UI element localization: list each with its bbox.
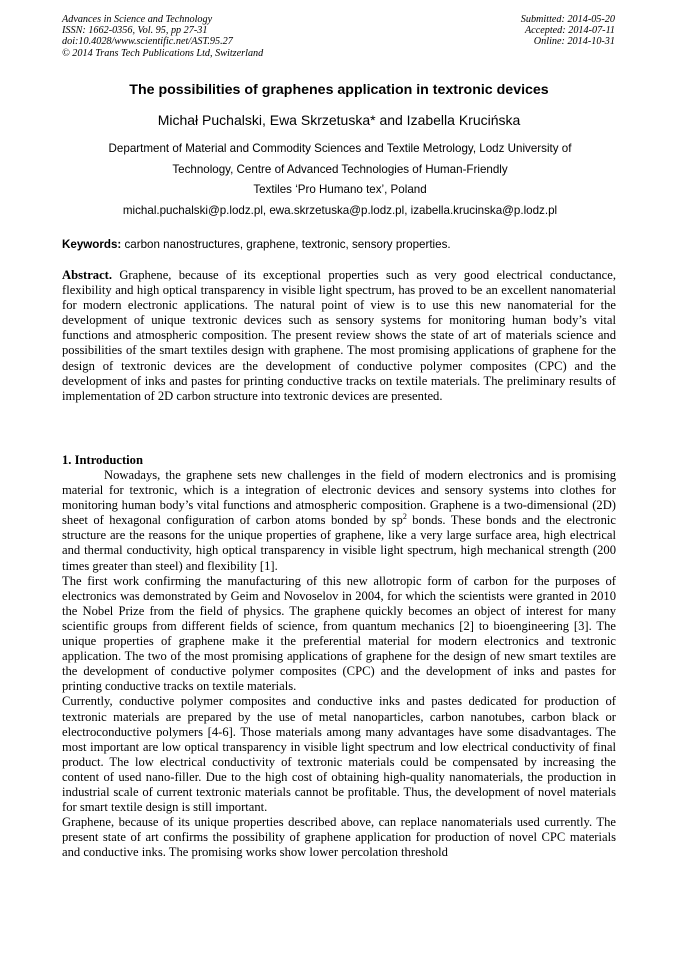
affiliation-line: Department of Material and Commodity Sciences and Textile Metrology, Lodz University of (108, 142, 572, 155)
paragraph-text: Nowadays, the graphene sets new challenges in the field of modern electronics and is promising material for textronic, which is a integration of electronic devices and sensory systems into clothes for monitoring human body’s vital functions and atmospheric composition. Graphene is a two-dimensional (2D) sheet of hexagonal configuration of carbon atoms bonded by sp (62, 468, 616, 528)
paragraph: Currently, conductive polymer composites and conductive inks and pastes dedicated for production of textronic materials are prepared by the use of metal nanoparticles, carbon nanotubes, carbon black or electroconductive polymers [4-6]. Those materials among many advantages have some disadvantages. The most important are low optical transparency in visible light spectrum and low electrical conductivity of final product. The low electrical conductivity of textronic materials could be compensated by increasing the content of used nano-filler. Due to the high cost of obtaining high-quality nanomaterials, the production in industrial scale of current textronic materials cannot be profitable. Thus, the development of novel materials for smart textile design is still important. (62, 694, 616, 815)
affiliation-line: Textiles ‘Pro Humano tex’, Poland (253, 183, 427, 196)
paragraph-text: bonds. These bonds and the electronic structure are the reasons for the unique properties of graphene, like a very large surface area, high electrical and thermal conductivity, high optical transparency in visible light spectrum, high mechanical strength (200 times greater than steel) and flexibility [1]. (62, 513, 616, 573)
keywords-text: carbon nanostructures, graphene, textronic, sensory properties. (121, 238, 451, 251)
online-date: Online: 2014-10-31 (533, 36, 615, 48)
journal-doi: doi:10.4028/www.scientific.net/AST.95.27 (62, 36, 233, 48)
keywords-label: Keywords: (62, 238, 122, 251)
journal-info (62, 14, 263, 59)
keywords (62, 238, 622, 251)
introduction-section (62, 468, 616, 860)
submitted-date: Submitted: 2014-05-20 (520, 14, 615, 25)
section-heading-introduction: 1. Introduction (62, 453, 143, 467)
accepted-date: Accepted: 2014-07-11 (524, 25, 615, 37)
abstract-text: Graphene, because of its exceptional properties such as very good electrical conductance, flexibility and high optical transparency in visible light spectrum, has proved to be an excellent nanomaterial for modern electronic applications. The natural point of view is to use this new nanomaterial for the development of unique textronic devices such as sensory systems for monitoring human body’s vital functions and atmospheric composition. The present review shows the state of art of materials science and possibilities of the smart textiles design with graphene. The most promising applications of graphene for the design of textronic devices are the development of conductive polymer composites (CPC) and the development of inks and pastes for printing conductive tracks on textile materials. The preliminary results of implementation of 2D carbon structure into textronic devices are presented. (62, 268, 616, 403)
author-emails: michal.puchalski@p.lodz.pl, ewa.skrzetuska@p.lodz.pl, izabella.krucinska@p.lodz.pl (122, 203, 558, 217)
abstract (62, 268, 616, 404)
journal-copyright: © 2014 Trans Tech Publications Ltd, Switzerland (62, 47, 264, 59)
affiliation-block (70, 139, 610, 221)
journal-name: Advances in Science and Technology (62, 14, 213, 25)
superscript: 2 (402, 512, 407, 522)
paragraph: Graphene, because of its unique properties described above, can replace nanomaterials used currently. The present state of art confirms the possibility of graphene application for production of novel CPC materials and conductive inks. The promising works show lower percolation threshold (62, 815, 616, 860)
submission-dates (521, 14, 615, 48)
paper-authors: Michał Puchalski, Ewa Skrzetuska* and Izabella Krucińska (157, 112, 521, 128)
journal-issn: ISSN: 1662-0356, Vol. 95, pp 27-31 (62, 25, 208, 37)
affiliation-line: Technology, Centre of Advanced Technologies of Human-Friendly (172, 162, 508, 176)
paragraph: The first work confirming the manufacturing of this new allotropic form of carbon for the purposes of electronics was demonstrated by Geim and Novoselov in 2004, for which the scientists were granted in 2010 the Nobel Prize from the field of physics. The graphene quickly becomes an object of interest for many scientific groups from different fields of science, from quantum mechanics [2] to bioengineering [3]. The unique properties of graphene make it the preferential material for modern electronics and textronic application. The two of the most promising applications of graphene for the design of new smart textiles are the development of conductive polymer composites (CPC) and the development of inks and pastes for printing conductive tracks on textile materials. (62, 573, 616, 694)
paragraph (62, 468, 616, 574)
abstract-label: Abstract. (62, 268, 113, 282)
paper-title: The possibilities of graphenes application in textronic devices (129, 82, 549, 98)
